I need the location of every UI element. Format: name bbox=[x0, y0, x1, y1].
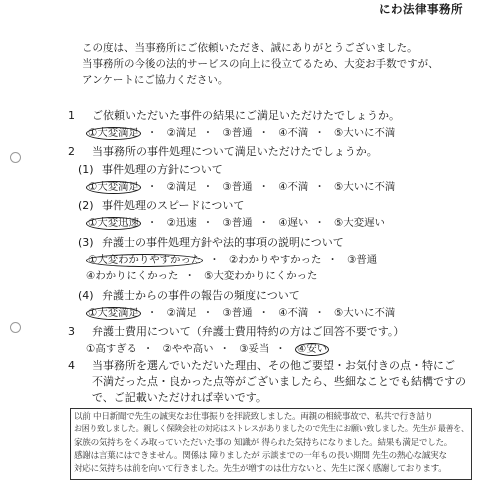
comment-line-4: 感謝は言葉にはできません。関係は 障りましたが 示談までの一年もの長い期間 先生の熱心な誠実な bbox=[74, 451, 447, 461]
question-2 bbox=[68, 143, 378, 159]
q2-4-option-1[interactable] bbox=[86, 307, 141, 320]
question-3-options: ①高すぎる ・ ②やや高い ・ ③妥当 ・ ④安い bbox=[86, 340, 329, 356]
question-2-text: 当事務所の事件処理について満足いただけたでしょうか。 bbox=[92, 145, 378, 158]
question-2-4 bbox=[78, 287, 300, 303]
intro-line-3: アンケートにご協力ください。 bbox=[82, 74, 229, 86]
q1-option-4[interactable]: ④不満 bbox=[278, 127, 309, 139]
question-2-4-options: ①大変満足 ・ ②満足 ・ ③普通 ・ ④不満 ・ ⑤大いに不満 bbox=[86, 304, 395, 320]
q2-4-selected-mark: ①大変満足 bbox=[88, 307, 139, 319]
q2-3-option-4[interactable]: ④わかりにくかった bbox=[86, 270, 179, 282]
q2-1-option-2[interactable]: ②満足 bbox=[166, 181, 197, 193]
question-2-4-text: 弁護士からの事件の報告の頻度について bbox=[102, 289, 300, 302]
q2-2-option-4[interactable]: ④遅い bbox=[278, 217, 309, 229]
question-2-2 bbox=[78, 197, 244, 213]
comment-line-2: お困り致しました。親しく保険会社の対応はストレスがありましたので先生にお願い致しました。先生が 最善を、 bbox=[74, 424, 469, 433]
question-2-1 bbox=[78, 161, 223, 177]
q2-2-option-2[interactable]: ②迅速 bbox=[166, 217, 197, 229]
q2-3-option-1[interactable] bbox=[86, 254, 203, 267]
q2-3-option-3[interactable]: ③普通 bbox=[347, 254, 378, 266]
question-3 bbox=[68, 323, 404, 339]
question-4-line-3: で、ご記載いただければ幸いです。 bbox=[92, 391, 267, 404]
q2-2-option-1[interactable] bbox=[86, 217, 141, 230]
q2-1-option-1[interactable] bbox=[86, 181, 141, 194]
intro-line-1: この度は、当事務所にご依頼いただき、誠にありがとうございました。 bbox=[82, 42, 418, 54]
question-1-options: ①大変満足 ・ ②満足 ・ ③普通 ・ ④不満 ・ ⑤大いに不満 bbox=[86, 124, 395, 140]
q2-1-option-5[interactable]: ⑤大いに不満 bbox=[334, 181, 396, 193]
q1-option-2[interactable]: ②満足 bbox=[166, 127, 197, 139]
firm-name: にわ法律事務所 bbox=[379, 2, 463, 16]
q2-4-option-4[interactable]: ④不満 bbox=[278, 307, 309, 319]
q2-4-option-2[interactable]: ②満足 bbox=[166, 307, 197, 319]
question-2-3-text: 弁護士の事件処理方針や法的事項の説明について bbox=[102, 236, 344, 249]
question-2-3-options-row-2: ④わかりにくかった ・ ⑤大変わかりにくかった bbox=[86, 267, 317, 282]
question-2-number: 2 bbox=[68, 145, 75, 158]
q3-selected-mark: ④安い bbox=[297, 343, 328, 355]
q2-4-option-5[interactable]: ⑤大いに不満 bbox=[334, 307, 396, 319]
q3-option-4[interactable] bbox=[295, 343, 329, 356]
q2-1-selected-mark: ①大変満足 bbox=[88, 181, 139, 193]
question-2-4-number: (4) bbox=[78, 289, 94, 302]
q1-selected-mark: ①大変満足 bbox=[88, 127, 139, 139]
question-1-number: 1 bbox=[68, 109, 75, 122]
punch-hole-top bbox=[10, 152, 21, 163]
intro-line-2: 当事務所の今後の法的サービスの向上に役立てるため、大変お手数ですが、 bbox=[82, 58, 439, 70]
q2-2-selected-mark: ①大変迅速 bbox=[88, 217, 139, 229]
comment-line-1: 以前 中日新聞で先生の誠実なお仕事振りを拝読致しました。両親の相続事故で、私共で行き詰り bbox=[74, 412, 433, 422]
q2-3-option-5[interactable]: ⑤大変わかりにくかった bbox=[204, 270, 318, 282]
question-4-text-1: 当事務所を選んでいただいた理由、その他ご要望・お気付きの点・特にご bbox=[92, 359, 455, 372]
question-4-line-2: 不満だった点・良かった点等がございましたら、些細なことでも結構ですの bbox=[92, 375, 466, 388]
q2-2-option-5[interactable]: ⑤大変遅い bbox=[334, 217, 385, 229]
comment-line-3: 家族の気持ちをくみ取っていただいた事の 知識が 得られた気持ちになりました。結果も満足でした。 bbox=[74, 438, 453, 448]
question-1 bbox=[68, 107, 400, 123]
comment-line-5: 対応に気持ちは前を向いて行きました。先生が増すのは仕方ないと、先生に深く感謝しております。 bbox=[74, 464, 447, 474]
question-2-2-options: ①大変迅速 ・ ②迅速 ・ ③普通 ・ ④遅い ・ ⑤大変遅い bbox=[86, 214, 385, 230]
question-2-2-text: 事件処理のスピードについて bbox=[102, 199, 245, 212]
question-4-line-1 bbox=[68, 357, 455, 373]
question-1-text: ご依頼いただいた事件の結果にご満足いただけたでしょうか。 bbox=[92, 109, 400, 122]
question-2-1-number: (1) bbox=[78, 163, 94, 176]
q3-option-2[interactable]: ②やや高い bbox=[162, 343, 214, 355]
question-2-1-text: 事件処理の方針について bbox=[102, 163, 223, 176]
q2-4-option-3[interactable]: ③普通 bbox=[222, 307, 253, 319]
question-2-3-options-row-1: ①大変わかりやすかった ・ ②わかりやすかった ・ ③普通 bbox=[86, 251, 377, 267]
question-2-3 bbox=[78, 234, 344, 250]
q1-option-1[interactable] bbox=[86, 127, 141, 140]
question-2-2-number: (2) bbox=[78, 199, 94, 212]
q1-option-5[interactable]: ⑤大いに不満 bbox=[334, 127, 396, 139]
punch-hole-bottom bbox=[10, 322, 21, 333]
q1-option-3[interactable]: ③普通 bbox=[222, 127, 253, 139]
q2-3-selected-mark: ①大変わかりやすかった bbox=[88, 254, 202, 266]
q3-option-3[interactable]: ③妥当 bbox=[239, 343, 270, 355]
question-2-1-options: ①大変満足 ・ ②満足 ・ ③普通 ・ ④不満 ・ ⑤大いに不満 bbox=[86, 178, 395, 194]
q2-1-option-4[interactable]: ④不満 bbox=[278, 181, 309, 193]
q2-1-option-3[interactable]: ③普通 bbox=[222, 181, 253, 193]
q2-2-option-3[interactable]: ③普通 bbox=[222, 217, 253, 229]
question-2-3-number: (3) bbox=[78, 236, 94, 249]
question-3-text: 弁護士費用について（弁護士費用特約の方はご回答不要です。） bbox=[92, 325, 405, 338]
question-3-number: 3 bbox=[68, 325, 75, 338]
q3-option-1[interactable]: ①高すぎる bbox=[86, 343, 137, 355]
question-4-number: 4 bbox=[68, 359, 75, 372]
q2-3-option-2[interactable]: ②わかりやすかった bbox=[228, 254, 322, 266]
